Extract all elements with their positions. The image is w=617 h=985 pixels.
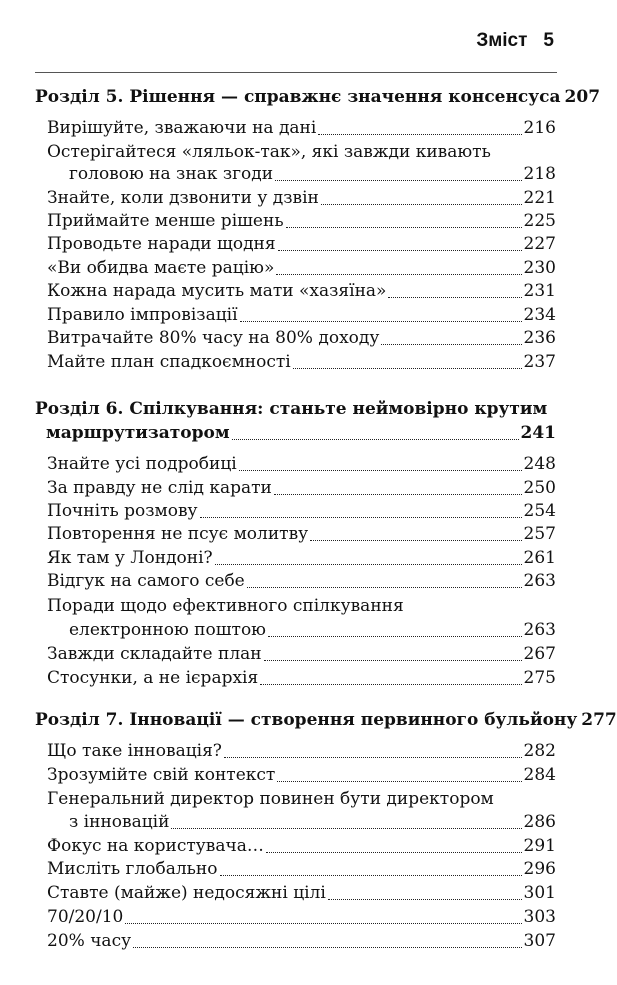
entry-page: 221 [523, 188, 556, 208]
entry-title: Кожна нарада мусить мати «хазяїна» [47, 281, 387, 301]
dot-leader [171, 827, 521, 829]
entry-page: 236 [523, 328, 556, 348]
entry-page: 248 [523, 454, 556, 474]
entry-title: Ставте (майже) недосяжні цілі [47, 883, 326, 903]
entry-title: електронною поштою [69, 620, 266, 640]
entry-title: Знайте, коли дзвонити у дзвін [47, 188, 319, 208]
entry-page: 307 [523, 931, 556, 951]
dot-leader [125, 922, 521, 924]
entry-page: 227 [523, 234, 556, 254]
chapter-title-line1: Розділ 6. Спілкування: станьте неймовірно крутим [35, 399, 548, 419]
entry-page: 231 [523, 281, 556, 301]
entry-page: 284 [523, 765, 556, 785]
dot-leader [381, 343, 521, 345]
entry-title: Стосунки, а не ієрархія [47, 668, 259, 688]
dot-leader [293, 367, 522, 369]
entry-page: 263 [523, 620, 556, 640]
dot-leader [286, 226, 522, 228]
entry-title: з інновацій [69, 812, 170, 832]
entry-title: Проводьте наради щодня [47, 234, 276, 254]
entry-title: Почніть розмову [47, 501, 198, 521]
entry-page: 230 [523, 258, 556, 278]
entry-title: головою на знак згоди [69, 164, 274, 184]
dot-leader [266, 851, 522, 853]
entry-title: Фокус на користувача… [47, 836, 264, 856]
dot-leader [220, 874, 522, 876]
entry-title: 70/20/10 [47, 907, 124, 927]
chapter-title: Розділ 5. Рішення — справжнє значення консенсуса [35, 87, 561, 107]
entry-page: 296 [523, 859, 556, 879]
dot-leader [133, 946, 521, 948]
entry-page: 250 [523, 478, 556, 498]
entry-title: Відгук на самого себе [47, 571, 245, 591]
header-title: Зміст [476, 30, 528, 51]
entry-page: 257 [523, 524, 556, 544]
entry-title-line1: Генеральний директор повинен бути директором [47, 789, 494, 809]
entry-title: Витрачайте 80% часу на 80% доходу [47, 328, 380, 348]
entry-title-line1: Поради щодо ефективного спілкування [47, 596, 404, 616]
entry-title: Приймайте менше рішень [47, 211, 284, 231]
dot-leader [388, 296, 521, 298]
dot-leader [276, 273, 521, 275]
entry-page: 301 [523, 883, 556, 903]
entry-page: 254 [523, 501, 556, 521]
entry-page: 291 [523, 836, 556, 856]
entry-title: Знайте усі подробиці [47, 454, 237, 474]
entry-page: 275 [523, 668, 556, 688]
entry-page: 286 [523, 812, 556, 832]
entry-page: 282 [523, 741, 556, 761]
entry-title: Зрозумійте свій контекст [47, 765, 276, 785]
dot-leader [328, 898, 522, 900]
entry-page: 225 [523, 211, 556, 231]
dot-leader [274, 493, 522, 495]
dot-leader [268, 635, 522, 637]
entry-page: 216 [523, 118, 556, 138]
chapter-title: маршрутизатором [46, 423, 230, 443]
dot-leader [321, 203, 522, 205]
dot-leader [224, 756, 522, 758]
entry-title: Правило імпровізації [47, 305, 238, 325]
chapter-page: 207 [564, 87, 601, 107]
dot-leader [275, 179, 522, 181]
dot-leader [232, 438, 519, 440]
entry-title: «Ви обидва маєте рацію» [47, 258, 275, 278]
dot-leader [277, 780, 521, 782]
dot-leader [247, 586, 522, 588]
entry-page: 267 [523, 644, 556, 664]
entry-page: 237 [523, 352, 556, 372]
dot-leader [215, 563, 522, 565]
dot-leader [239, 469, 522, 471]
entry-title: 20% часу [47, 931, 132, 951]
entry-title: За правду не слід карати [47, 478, 272, 498]
entry-title-line1: Остерігайтеся «ляльок-так», які завжди кивають [47, 142, 491, 162]
dot-leader [240, 320, 522, 322]
dot-leader [318, 133, 521, 135]
entry-title: Що таке інновація? [47, 741, 222, 761]
entry-page: 263 [523, 571, 556, 591]
entry-title: Повторення не псує молитву [47, 524, 309, 544]
entry-title: Мисліть глобально [47, 859, 218, 879]
entry-page: 303 [523, 907, 556, 927]
entry-title: Майте план спадкоємності [47, 352, 291, 372]
dot-leader [278, 249, 522, 251]
dot-leader [264, 659, 522, 661]
dot-leader [200, 516, 522, 518]
chapter-title: Розділ 7. Інновації — створення первинного бульйону [35, 710, 578, 730]
dot-leader [260, 683, 521, 685]
entry-page: 218 [523, 164, 556, 184]
dot-leader [310, 539, 521, 541]
header-page-number: 5 [543, 30, 554, 51]
chapter-page: 277 [581, 710, 617, 730]
entry-page: 234 [523, 305, 556, 325]
entry-title: Як там у Лондоні? [47, 548, 213, 568]
entry-title: Завжди складайте план [47, 644, 262, 664]
chapter-page: 241 [520, 423, 556, 443]
entry-page: 261 [523, 548, 556, 568]
entry-title: Вирішуйте, зважаючи на дані [47, 118, 317, 138]
